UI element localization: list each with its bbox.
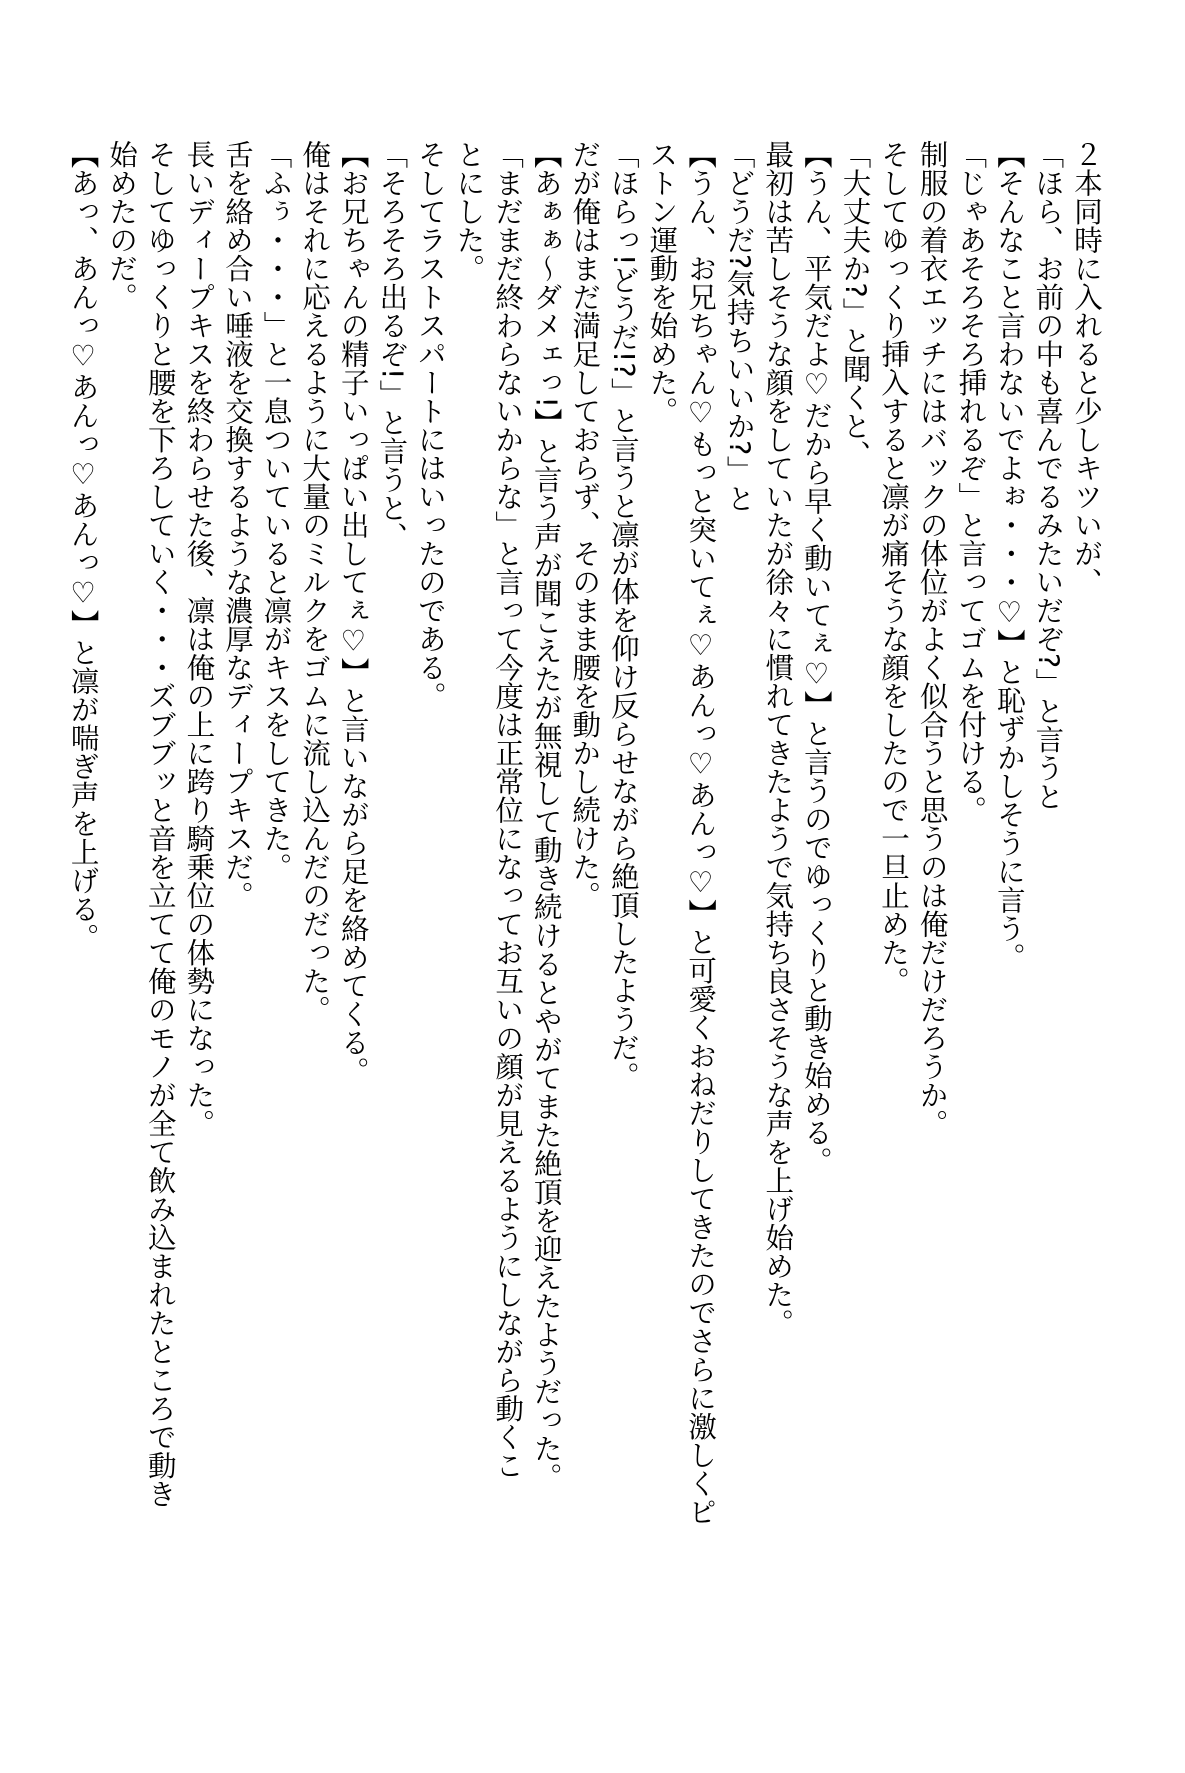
text-line: 「ほら、お前の中も喜んでるみたいだぞ?」と言うと xyxy=(1031,140,1065,811)
text-line: とにした。 xyxy=(452,140,486,283)
text-line: 「ほらっ!どうだ!?」と言うと凛が体を仰け反らせながら絶頂したようだ。 xyxy=(606,140,640,1090)
text-line: 俺はそれに応えるように大量のミルクをゴムに流し込んだのだった。 xyxy=(298,140,332,1024)
vertical-text-block xyxy=(66,140,1105,1740)
text-line: ２本同時に入れると少しキツいが、 xyxy=(1070,140,1103,596)
text-line: だが俺はまだ満足しておらず、そのまま腰を動かし続けた。 xyxy=(568,140,602,910)
text-line: 「そろそろ出るぞ!」と言うと、 xyxy=(375,140,409,551)
text-line: そしてゆっくりと腰を下ろしていく・・・ズブブッと音を立てて俺のモノが全て飲み込まれたところで動き xyxy=(143,140,177,1508)
text-line: 舌を絡め合い唾液を交換するような濃厚なディープキスだ。 xyxy=(220,140,254,910)
text-line: 【お兄ちゃんの精子いっぱい出してぇ♡】と言いながら足を絡めてくる。 xyxy=(336,140,370,1085)
text-line: 「どうだ?気持ちいいか?」と xyxy=(722,140,756,513)
text-line: 【うん、平気だよ♡だから早く動いてぇ♡】と言うのでゆっくりと動き始める。 xyxy=(799,140,833,1175)
text-line: 最初は苦しそうな顔をしていたが徐々に慣れてきたようで気持ち良さそうな声を上げ始めた。 xyxy=(761,140,795,1337)
text-line: 【あぁぁ〜ダメェっ!】と言う声が聞こえたが無視して動き続けるとやがてまた絶頂を迎えたようだった。 xyxy=(529,140,563,1491)
text-line: 「大丈夫か?」と聞くと、 xyxy=(838,140,872,469)
text-line: そしてラストスパートにはいったのである。 xyxy=(413,140,447,710)
text-line: ストン運動を始めた。 xyxy=(645,140,679,425)
text-line: 「ふぅ・・・」と一息ついていると凛がキスをしてきた。 xyxy=(259,140,293,881)
text-line: そしてゆっくり挿入すると凛が痛そうな顔をしたので一旦止めた。 xyxy=(877,140,911,995)
text-line: 長いディープキスを終わらせた後、凛は俺の上に跨り騎乗位の体勢になった。 xyxy=(182,140,216,1138)
text-line: 制服の着衣エッチにはバックの体位がよく似合うと思うのは俺だけだろうか。 xyxy=(915,140,949,1138)
text-line: 【そんなこと言わないでよぉ・・・♡】と恥ずかしそうに言う。 xyxy=(992,140,1026,971)
text-line: 【うん、お兄ちゃん♡もっと突いてぇ♡あんっ♡あんっ♡】と可愛くおねだりしてきたのでさらに激しくピ xyxy=(684,140,718,1526)
text-line: 始めたのだ。 xyxy=(105,140,139,311)
text-line: 【あっ、あんっ♡あんっ♡あんっ♡】と凛が喘ぎ声を上げる。 xyxy=(66,140,100,952)
text-line: 「じゃあそろそろ挿れるぞ」と言ってゴムを付ける。 xyxy=(954,140,988,824)
text-line: 「まだまだ終わらないからな」と言って今度は正常位になってお互いの顔が見えるようにしながら動くこ xyxy=(491,140,525,1480)
